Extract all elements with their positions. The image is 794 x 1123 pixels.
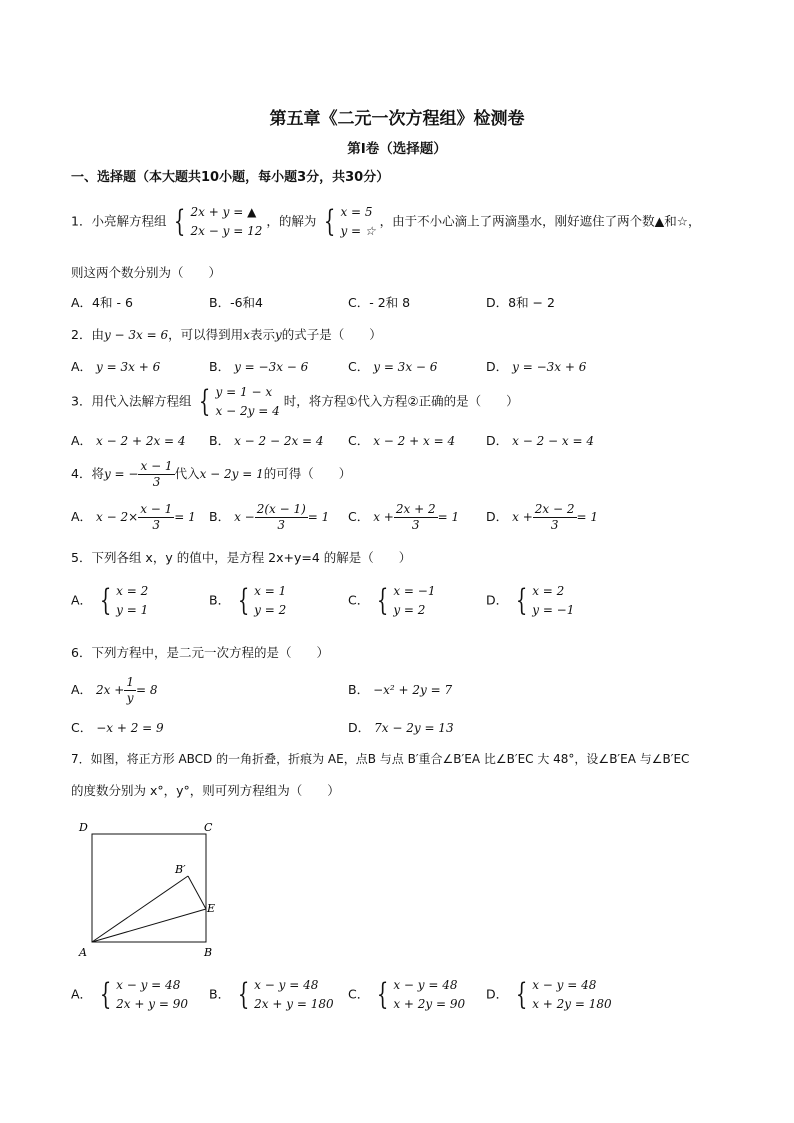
question-2-stem: 2．由y − 3x = 6，可以得到用x表示y的式子是（ ） bbox=[71, 327, 382, 342]
q1-prefix: 1．小亮解方程组 bbox=[71, 213, 167, 229]
section-heading: 一、选择题（本大题共10小题，每小题3分，共30分） bbox=[71, 170, 390, 185]
q3-option-d[interactable]: D． x − 2 − x = 4 bbox=[486, 433, 594, 448]
question-1-stem bbox=[71, 203, 701, 241]
q4-option-a[interactable]: A． x − 2× $\frac{x - 1}{3}$ = 1 bbox=[71, 502, 196, 532]
question-6-stem: 6．下列方程中，是二元一次方程的是（ ） bbox=[71, 645, 329, 660]
q1-middle: ，的解为 bbox=[266, 213, 317, 229]
q5-option-c[interactable]: C． { x = −1 y = 2 bbox=[348, 583, 436, 618]
q1-option-d[interactable]: D．8和 − 2 bbox=[486, 295, 555, 310]
question-5-stem: 5．下列各组 x，y 的值中，是方程 2x+y=4 的解是（ ） bbox=[71, 550, 412, 565]
q3-option-c[interactable]: C． x − 2 + x = 4 bbox=[348, 433, 456, 448]
q1-system: { 2x + y = ▲ 2x − y = 12 bbox=[174, 204, 263, 239]
q4-fraction: $\frac{x - 1}{3}$ bbox=[140, 459, 173, 489]
q6-option-a[interactable]: A． 2x + $\frac{1}{y}$ = 8 bbox=[71, 675, 158, 705]
q2-option-d[interactable]: D． y = −3x + 6 bbox=[486, 359, 587, 374]
question-4-stem: 4．将y = − $\frac{x - 1}{3}$ 代入x − 2y = 1的可得（ ） bbox=[71, 459, 352, 489]
question-3-stem: 3．用代入法解方程组 { y = 1 − x x − 2y = 4 时，将方程①代入方程②正确的是（ ） bbox=[71, 384, 519, 419]
question-7-line2: 的度数分别为 x°，y°，则可列方程组为（ ） bbox=[71, 783, 340, 798]
segment-ab-prime bbox=[92, 876, 188, 942]
q6-option-b[interactable]: B． −x² + 2y = 7 bbox=[348, 682, 453, 697]
page-title: 第五章《二元一次方程组》检测卷 bbox=[269, 109, 525, 129]
label-e: E bbox=[207, 902, 216, 915]
q3-option-b[interactable]: B． x − 2 − 2x = 4 bbox=[209, 433, 324, 448]
q1-option-c[interactable]: C．- 2和 8 bbox=[348, 295, 411, 310]
q1-option-b[interactable]: B．-6和4 bbox=[209, 295, 263, 310]
question-1-line2: 则这两个数分别为（ ） bbox=[71, 265, 222, 280]
q1-option-a[interactable]: A．4和 - 6 bbox=[71, 295, 133, 310]
square-fold-figure bbox=[70, 816, 230, 966]
segment-b-prime-e bbox=[188, 876, 206, 909]
q7-option-b[interactable]: B． { x − y = 48 2x + y = 180 bbox=[209, 977, 334, 1012]
q7-option-c[interactable]: C． { x − y = 48 x + 2y = 90 bbox=[348, 977, 466, 1012]
label-b: B bbox=[204, 946, 213, 959]
q1-solution: { x = 5 y = ☆ bbox=[324, 204, 376, 239]
crease-ae bbox=[92, 909, 206, 942]
q7-option-d[interactable]: D． { x − y = 48 x + 2y = 180 bbox=[486, 977, 612, 1012]
label-c: C bbox=[204, 821, 213, 834]
q1-suffix: ，由于不小心滴上了两滴墨水，刚好遮住了两个数▲和☆， bbox=[379, 213, 701, 229]
q5-option-d[interactable]: D． { x = 2 y = −1 bbox=[486, 583, 575, 618]
label-a: A bbox=[79, 946, 87, 959]
label-b-prime: B′ bbox=[175, 863, 186, 876]
q2-option-a[interactable]: A． y = 3x + 6 bbox=[71, 359, 161, 374]
q4-option-c[interactable]: C． x + $\frac{2x + 2}{3}$ = 1 bbox=[348, 502, 460, 532]
page-subtitle: 第Ⅰ卷（选择题） bbox=[347, 141, 447, 157]
q4-option-d[interactable]: D． x + $\frac{2x - 2}{3}$ = 1 bbox=[486, 502, 599, 532]
q3-option-a[interactable]: A． x − 2 + 2x = 4 bbox=[71, 433, 186, 448]
question-7-line1: 7．如图，将正方形 ABCD 的一角折叠，折痕为 AE，点B 与点 B′重合∠B′EA 比∠B′EC 大 48°，设∠B′EA 与∠B′EC bbox=[71, 752, 690, 766]
q6-option-d[interactable]: D． 7x − 2y = 13 bbox=[348, 720, 454, 735]
q3-system: { y = 1 − x x − 2y = 4 bbox=[199, 384, 280, 419]
label-d: D bbox=[79, 821, 88, 834]
q7-option-a[interactable]: A． { x − y = 48 2x + y = 90 bbox=[71, 977, 188, 1012]
q6-option-c[interactable]: C． −x + 2 = 9 bbox=[71, 720, 164, 735]
q2-option-b[interactable]: B． y = −3x − 6 bbox=[209, 359, 309, 374]
q5-option-b[interactable]: B． { x = 1 y = 2 bbox=[209, 583, 287, 618]
q4-option-b[interactable]: B． x − $\frac{2(x - 1)}{3}$ = 1 bbox=[209, 502, 330, 532]
q2-option-c[interactable]: C． y = 3x − 6 bbox=[348, 359, 438, 374]
q5-option-a[interactable]: A． { x = 2 y = 1 bbox=[71, 583, 149, 618]
